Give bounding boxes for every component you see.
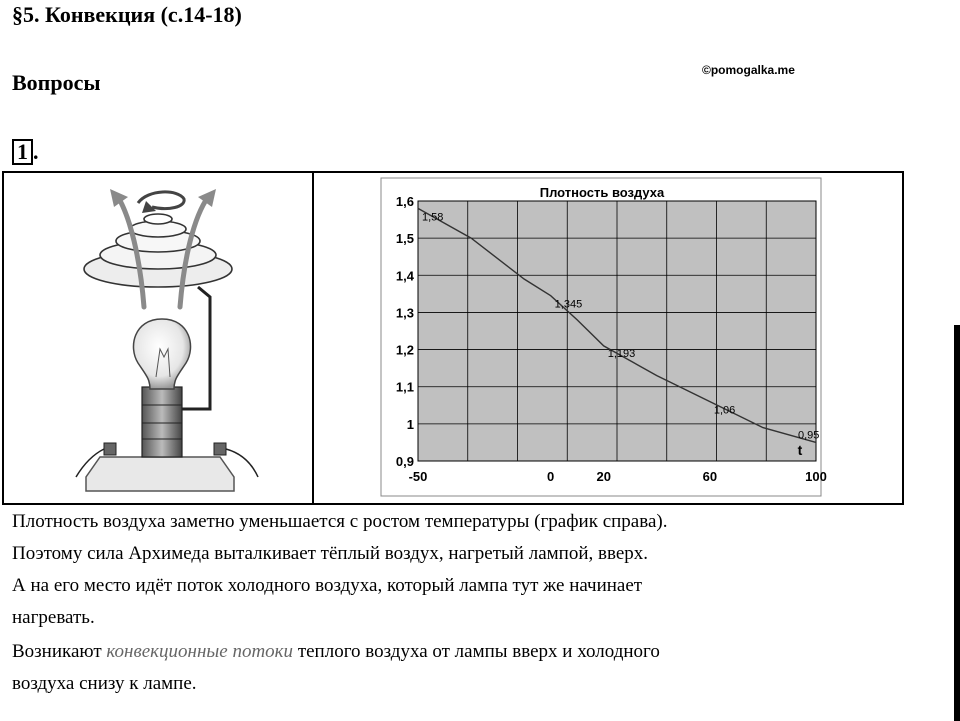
x-axis-label: t	[797, 442, 803, 458]
figure-frame	[2, 171, 904, 505]
air-density-chart	[380, 177, 827, 499]
page-edge-bar	[954, 325, 960, 721]
paragraph-5-start: Возникают	[12, 641, 107, 662]
y-tick-label: 0,9	[395, 454, 414, 469]
question-number-suffix: .	[33, 139, 39, 164]
figure-divider	[312, 173, 314, 503]
terminal-right	[214, 443, 226, 455]
y-tick-label: 1,1	[395, 379, 414, 395]
paragraph-3: А на его место идёт поток холодного воздуха, который лампа тут же начинает	[12, 575, 643, 596]
paragraph-5-end: теплого воздуха от лампы вверх и холодного	[293, 641, 660, 662]
data-label: 1,58	[422, 211, 444, 224]
chart-title: Плотность воздуха	[539, 185, 665, 200]
y-tick-label: 1,6	[395, 194, 414, 209]
arrow-head-left	[110, 189, 128, 207]
y-tick-label: 1,5	[395, 231, 414, 247]
section-subtitle: Вопросы	[12, 70, 101, 95]
terminal-left	[104, 443, 116, 455]
stand-base	[86, 457, 234, 491]
lamp-socket	[142, 387, 182, 457]
paragraph-1: Плотность воздуха заметно уменьшается с ростом температуры (график справа).	[12, 511, 668, 532]
data-label: 1,193	[607, 348, 636, 361]
paper-spiral	[84, 214, 232, 287]
x-tick-label: -50	[408, 469, 428, 484]
x-tick-label: 20	[596, 469, 611, 484]
y-tick-label: 1,2	[395, 342, 414, 358]
y-tick-label: 1,4	[395, 268, 414, 284]
question-number	[12, 139, 39, 165]
y-tick-label: 1	[406, 416, 414, 432]
copyright-watermark: ©pomogalka.me	[702, 63, 795, 77]
paragraph-6: воздуха снизу к лампе.	[12, 673, 197, 694]
x-tick-label: 0	[547, 469, 555, 484]
paragraph-4: нагревать.	[12, 607, 95, 628]
lamp-convection-illustration	[38, 177, 278, 497]
page-title: §5. Конвекция (с.14-18)	[12, 2, 242, 27]
paragraph-2: Поэтому сила Архимеда выталкивает тёплый воздух, нагретый лампой, вверх.	[12, 543, 649, 564]
data-label: 0,95	[798, 429, 820, 442]
paragraph-5	[12, 636, 660, 668]
y-tick-label: 1,3	[395, 305, 414, 321]
data-label: 1,06	[713, 404, 736, 417]
data-label: 1,345	[554, 298, 583, 311]
convection-term: конвекционные потоки	[106, 641, 294, 662]
x-tick-label: 60	[702, 469, 718, 484]
x-tick-label: 100	[805, 469, 827, 484]
question-number-box: 1	[12, 139, 33, 165]
